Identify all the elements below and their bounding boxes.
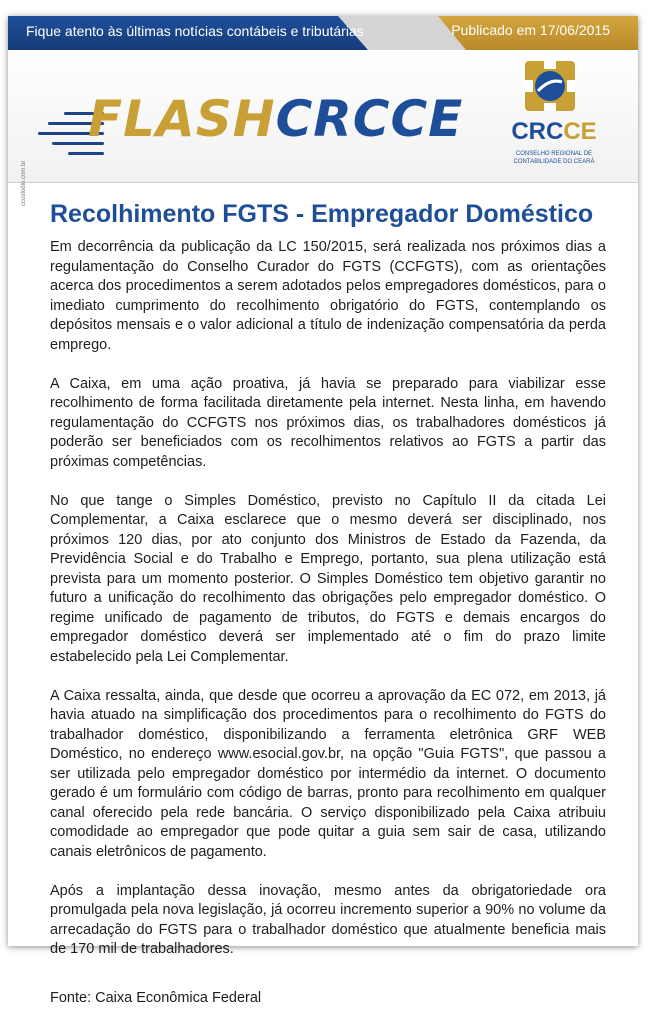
top-bar — [8, 16, 638, 50]
masthead — [8, 50, 638, 183]
article-paragraph-2: A Caixa, em uma ação proativa, já havia se preparado para viabilizar esse recolhimento de forma facilitada diretamente pela internet. Nesta linha, em havendo regulamentação do CCFGTS nos próximos dias, os trabalhadores domésticos já poderão ser beneficiados com os recolhimentos relativos ao FGTS a partir das próximas competências. — [50, 375, 606, 470]
logo-text-ce: CE — [563, 118, 597, 145]
side-credit: ccustodio.com.br — [21, 160, 27, 206]
logo-subtitle: CONSELHO REGIONAL DE CONTABILIDADE DO CEARÁ — [513, 151, 595, 165]
logo-text-crc: CRC — [511, 118, 564, 145]
crcce-logo-icon — [522, 58, 578, 114]
article-body — [50, 238, 606, 1028]
article-title: Recolhimento FGTS - Empregador Doméstico — [50, 200, 594, 228]
article-paragraph-5: Após a implantação dessa inovação, mesmo antes da obrigatoriedade ora promulgada pela nova legislação, já ocorreu incremento superior a 90% no volume da arrecadação do FGTS para o trabalhador doméstico que atualmente beneficia mais de 170 mil de trabalhadores. — [50, 882, 606, 957]
brand-wordmark — [88, 90, 463, 148]
brand-part-flash: FLASH — [88, 90, 276, 148]
brand-part-crcce: CRCCE — [275, 90, 464, 148]
article-paragraph-3: No que tange o Simples Doméstico, previsto no Capítulo II da citada Lei Complementar, a Caixa esclarece que o mesmo deverá ser disciplinado, nos próximos 120 dias, por ato conjunto dos Ministros de Estado da Fazenda, da Previdência Social e do Trabalho e Emprego, portanto, sua plena utilização está prevista para um momento posterior. O Simples Doméstico tem objetivo garantir no futuro a unificação do recolhimento das obrigações pelo empregador doméstico. O regime unificado de pagamento de tributos, do FGTS e demais encargos do empregador doméstico deverá ser implementado até o fim do prazo limite estabelecido pela Lei Complementar. — [50, 492, 606, 665]
publication-date: Publicado em 17/06/2015 — [451, 22, 610, 38]
logo-text — [494, 118, 614, 146]
tagline: Fique atento às últimas notícias contábeis e tributárias — [26, 23, 364, 39]
crcce-logo — [494, 58, 614, 178]
article-paragraph-1: Em decorrência da publicação da LC 150/2015, será realizada nos próximos dias a regulamentação do Conselho Curador do FGTS (CCFGTS), com as orientações acerca dos procedimentos a serem adotados pelos empregadores domésticos, para o imediato cumprimento do recolhimento obrigatório do FGTS, contemplando os depósitos mensais e o valor adicional a título de indenização compensatória da perda emprego. — [50, 239, 606, 353]
article-source: Fonte: Caixa Econômica Federal — [50, 989, 262, 1006]
article-paragraph-4: A Caixa ressalta, ainda, que desde que ocorreu a aprovação da EC 072, em 2013, já havia atuado na simplificação dos procedimentos para o recolhimento do FGTS do trabalhador doméstico, disponibilizando a ferramenta eletrônica GRF WEB Doméstico, no endereço www.esocial.gov.br, na opção "Guia FGTS", que passou a ser utilizada pelo empregador doméstico por intermédio da internet. O documento gerado é um formulário com código de barras, pronto para recolhimento em qualquer canal oferecido pela rede bancária. O serviço disponibilizado pela Caixa atribuiu comodidade ao empregador que pode quitar a guia sem sair de casa, utilizando canais eletrônicos de pagamento. — [50, 687, 606, 860]
